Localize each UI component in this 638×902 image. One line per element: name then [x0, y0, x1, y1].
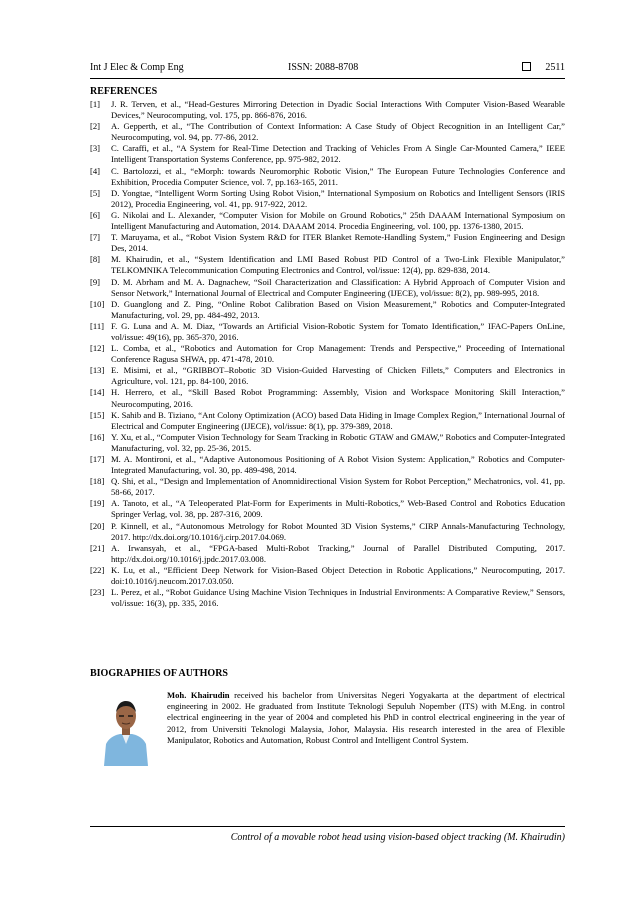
reference-item [90, 166, 565, 188]
reference-text: F. G. Luna and A. M. Diaz, “Towards an Artificial Vision-Robotic System for Tomato Identification,” IFAC-Papers OnLine, vol/issue: 49(16), pp. 365-370, 2016. [111, 320, 565, 342]
reference-item [90, 188, 565, 210]
reference-text: H. Herrero, et al., “Skill Based Robot Programming: Assembly, Vision and Workspace Monitoring Skill Interaction,” Neurocomputing, 2016. [111, 387, 565, 409]
page-header [90, 62, 565, 79]
reference-item [90, 232, 565, 254]
reference-number: [23] [90, 587, 105, 598]
reference-number: [10] [90, 298, 105, 309]
reference-text: D. Yongtae, “Intelligent Worm Sorting Using Robot Vision,” International Symposium on Robotics and Intelligent Sensors (IRIS 2012), Procedia Engineering, vol. 41, pp. 917-922, 2012. [111, 187, 565, 209]
reference-text: K. Sahib and B. Tiziano, “Ant Colony Optimization (ACO) based Data Hiding in Image Complex Region,” International Journal of Electrical and Computer Engineering (IJECE), vol/issue: 8(1), pp. 379-389, 2018. [111, 409, 565, 431]
page-number-block [522, 62, 565, 73]
reference-text: Q. Shi, et al., “Design and Implementation of Anomnidirectional Vision System for Robot Perception,” Mechatronics, vol. 41, pp. 58-66, 2017. [111, 476, 565, 498]
reference-item [90, 343, 565, 365]
reference-text: E. Misimi, et al., “GRIBBOT–Robotic 3D Vision-Guided Harvesting of Chicken Fillets,” Computers and Electronics in Agriculture, vol. 121, pp. 84-100, 2016. [111, 365, 565, 387]
page-number: 2511 [545, 62, 565, 73]
reference-item [90, 99, 565, 121]
reference-text: T. Maruyama, et al., “Robot Vision System R&D for ITER Blanket Remote-Handling System,” Fusion Engineering and Design Des, 2014. [111, 232, 565, 254]
reference-number: [11] [90, 320, 104, 331]
reference-item [90, 432, 565, 454]
reference-item [90, 454, 565, 476]
reference-text: L. Perez, et al., “Robot Guidance Using Machine Vision Techniques in Industrial Environments: A Comparative Review,” Sensors, vol/issue: 16(3), pp. 335, 2016. [111, 587, 565, 609]
author-name: Moh. Khairudin [167, 690, 230, 700]
reference-number: [7] [90, 232, 101, 243]
reference-number: [21] [90, 542, 105, 553]
reference-text: C. Bartolozzi, et al., “eMorph: towards Neuromorphic Robotic Vision,” The European Future Technologies Conference and Exhibition, Procedia Computer Science, vol. 7, pp.163-165, 2011. [111, 165, 565, 187]
reference-number: [16] [90, 431, 105, 442]
reference-number: [6] [90, 209, 101, 220]
reference-number: [18] [90, 476, 105, 487]
reference-text: L. Comba, et al., “Robotics and Automation for Crop Management: Trends and Perspective,” Proceeding of International Conference Ragusa SHWA, pp. 471-478, 2010. [111, 343, 565, 365]
reference-item [90, 410, 565, 432]
reference-item [90, 143, 565, 165]
reference-number: [15] [90, 409, 105, 420]
reference-number: [1] [90, 99, 101, 109]
biographies-heading: BIOGRAPHIES OF AUTHORS [90, 668, 228, 679]
reference-text: K. Lu, et al., “Efficient Deep Network for Vision-Based Object Detection in Robotic Applications,” Neurocomputing, 2017. doi:10.1016/j.neucom.2017.03.050. [111, 564, 565, 587]
reference-item [90, 121, 565, 143]
reference-number: [3] [90, 143, 101, 154]
reference-text: M. A. Montironi, et al., “Adaptive Autonomous Positioning of A Robot Vision System: Application,” Robotics and Computer-Integrated Manufacturing, vol. 30, pp. 489-498, 2014. [111, 454, 565, 476]
reference-text: G. Nikolai and L. Alexander, “Computer Vision for Mobile on Ground Robotics,” 25th DAAAM International Symposium on Intelligent Manufacturing and Automation, 2014. DAAAM 2014. Procedia Engineering, vol. 100, pp. 1376-1380, 2015. [111, 209, 565, 232]
author-photo [96, 692, 156, 766]
reference-item [90, 210, 565, 232]
journal-name: Int J Elec & Comp Eng [90, 62, 184, 73]
reference-item [90, 498, 565, 520]
reference-number: [12] [90, 343, 105, 354]
references-heading: REFERENCES [90, 86, 158, 97]
reference-text: A. Gepperth, et al., “The Contribution of Context Information: A Case Study of Object Recognition in an Intelligent Car,” Neurocomputing, vol. 94, pp. 77-86, 2012. [111, 121, 565, 143]
footer-title: Control of a movable robot head using vision-based object tracking (M. Khairudin) [230, 832, 565, 843]
reference-item [90, 543, 565, 565]
reference-text: A. Irwansyah, et al., “FPGA-based Multi-Robot Tracking,” Journal of Parallel Distributed Computing, 2017. http://dx.doi.org/10.1016/j.jpdc.2017.03.008. [111, 542, 565, 564]
reference-number: [20] [90, 520, 105, 531]
reference-item [90, 521, 565, 543]
reference-item [90, 254, 565, 276]
reference-text: C. Caraffi, et al., “A System for Real-Time Detection and Tracking of Vehicles From A Single Car-Mounted Camera,” IEEE Intelligent Transportation Systems Conference, pp. 975-982, 2012. [111, 143, 565, 165]
reference-number: [9] [90, 276, 101, 287]
author-bio [167, 690, 565, 746]
reference-text: A. Tanoto, et al., “A Teleoperated Plat-Form for Experiments in Multi-Robotics,” Web-Based Control and Robotics Education Springer Verlag, vol. 38, pp. 287-316, 2009. [111, 498, 565, 520]
reference-item [90, 476, 565, 498]
reference-number: [22] [90, 564, 105, 575]
reference-number: [5] [90, 187, 101, 198]
reference-number: [2] [90, 121, 101, 132]
reference-item [90, 565, 565, 587]
author-bio-text: received his bachelor from Universitas Negeri Yogyakarta at the department of electrical engineering in 2002. He graduated from Institute Teknologi Sepuluh Nopember (ITS) with M.Eng. in control electrical engineering in the year of 2004 and completed his PhD in control electrical engineering in the year of 2012, from Universiti Teknologi Malaysia, Johor, Malaysia. His research interested in the area of Flexible Manipulator, Robotics and Automation, Robust Control and Intelligent Control System. [167, 690, 565, 745]
reference-number: [17] [90, 454, 105, 464]
page-footer [90, 826, 565, 843]
reference-item [90, 587, 565, 609]
reference-item [90, 299, 565, 321]
reference-text: D. M. Abrham and M. A. Dagnachew, “Soil Characterization and Classification: A Hybrid Approach of Computer Vision and Sensor Network,” International Journal of Electrical and Computer Engineering (IJECE), vol/issue: 8(2), pp. 989-995, 2018. [111, 276, 565, 298]
reference-number: [4] [90, 165, 101, 176]
reference-number: [19] [90, 498, 105, 509]
checkbox-icon [522, 62, 531, 71]
issn: ISSN: 2088-8708 [288, 62, 359, 73]
reference-text: Y. Xu, et al., “Computer Vision Technology for Seam Tracking in Robotic GTAW and GMAW,” Robotics and Computer-Integrated Manufacturing, vol. 32, pp. 25-36, 2015. [111, 431, 565, 453]
reference-item [90, 387, 565, 409]
reference-text: D. Guanglong and Z. Ping, “Online Robot Calibration Based on Vision Measurement,” Robotics and Computer-Integrated Manufacturing, vol. 29, pp. 484-492, 2013. [111, 298, 565, 320]
reference-number: [14] [90, 387, 105, 398]
reference-text: J. R. Terven, et al., “Head-Gestures Mirroring Detection in Dyadic Social Interactions With Computer Vision-Based Wearable Devices,” Neurocomputing, vol. 175, pp. 866-876, 2016. [111, 99, 565, 121]
reference-text: P. Kinnell, et al., “Autonomous Metrology for Robot Mounted 3D Vision Systems,” CIRP Annals-Manufacturing Technology, 2017. http://dx.doi.org/10.1016/j.cirp.2017.04.069. [111, 520, 565, 542]
reference-number: [8] [90, 254, 101, 265]
reference-item [90, 277, 565, 299]
reference-text: M. Khairudin, et al., “System Identification and LMI Based Robust PID Control of a Two-Link Flexible Manipulator,” TELKOMNIKA Telecommunication Computing Electronics and Control, vol/issue: 12(4), pp. 829-838, 2014. [111, 254, 565, 276]
reference-number: [13] [90, 365, 105, 376]
reference-item [90, 365, 565, 387]
references-list [90, 99, 565, 609]
reference-item [90, 321, 565, 343]
